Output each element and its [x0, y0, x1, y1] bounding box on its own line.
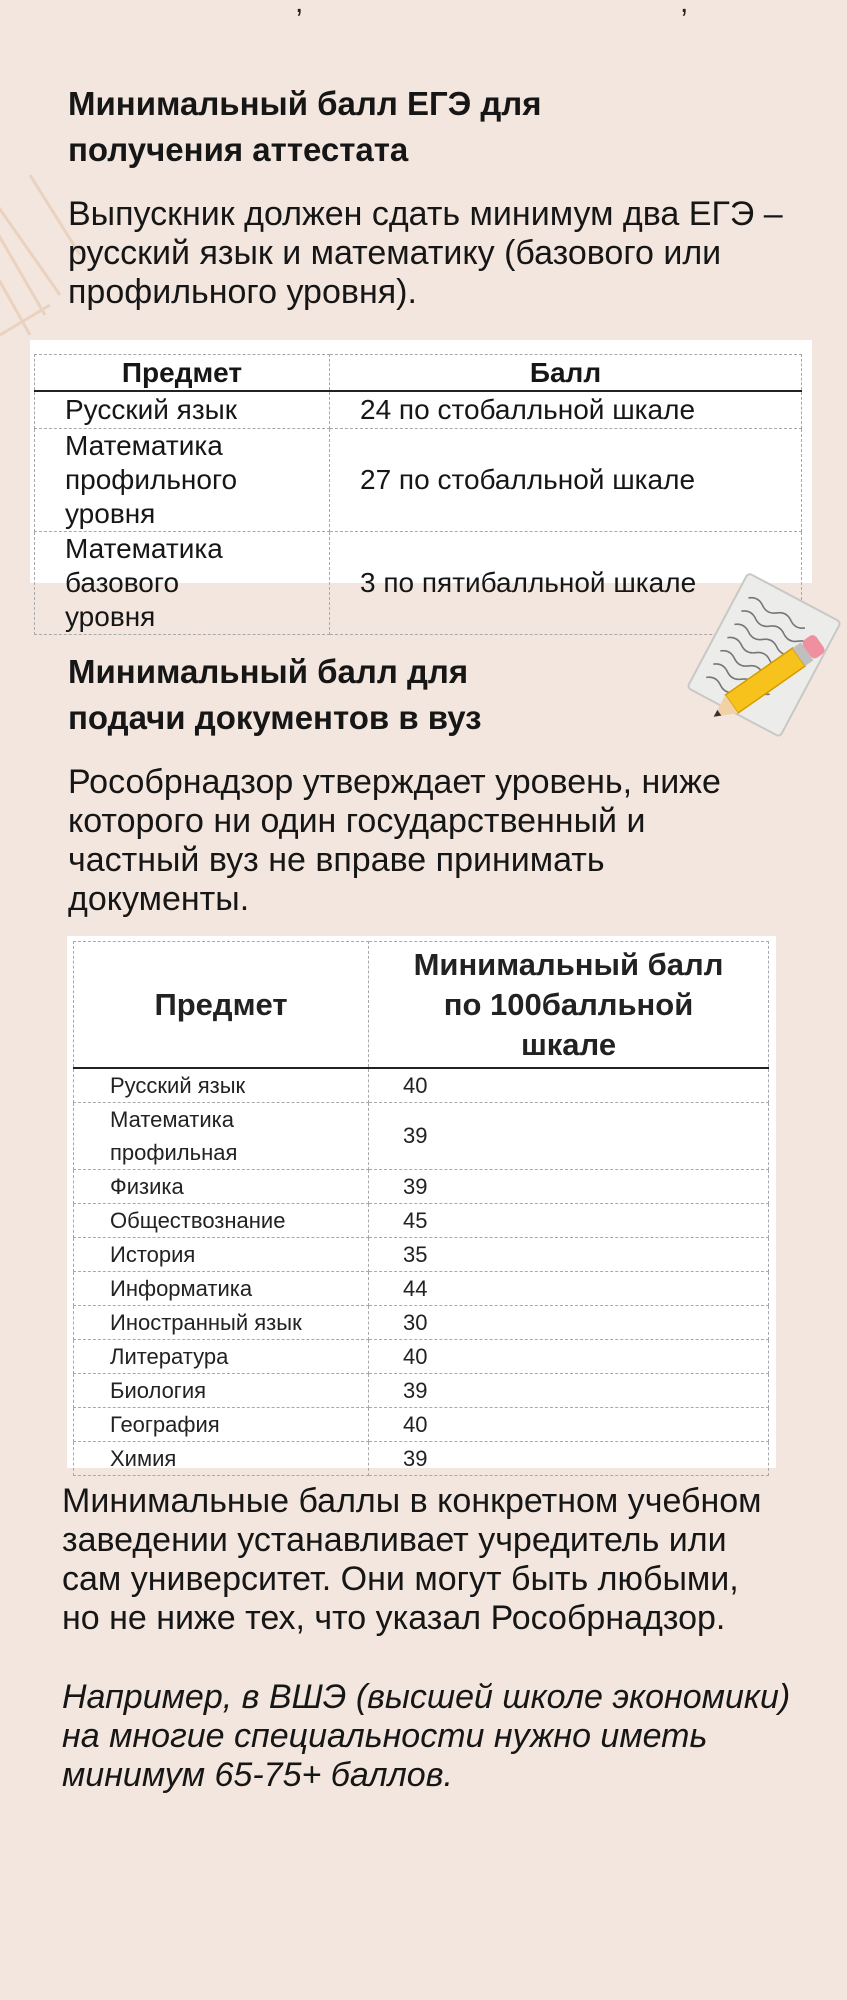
score-cell: 44 — [369, 1272, 769, 1306]
table-row — [74, 1068, 769, 1103]
section2-text: Рособрнадзор утверждает уровень, ниже которого ни один государственный и частный вуз не вправе принимать документы. — [68, 763, 721, 918]
table-row — [74, 1408, 769, 1442]
table-row — [35, 429, 802, 532]
university-table — [73, 941, 769, 1476]
score-cell: 39 — [369, 1103, 769, 1170]
score-cell: 3 по пятибалльной шкале — [330, 532, 802, 635]
subject-cell: Физика — [74, 1170, 369, 1204]
table-row — [74, 1442, 769, 1476]
score-cell: 45 — [369, 1204, 769, 1238]
table-row — [74, 1204, 769, 1238]
subject-cell: Русский язык — [74, 1068, 369, 1103]
subject-cell: Русский язык — [35, 391, 330, 429]
subject-cell: Биология — [74, 1374, 369, 1408]
section1-text: Выпускник должен сдать минимум два ЕГЭ – русский язык и математику (базового или профильного уровня). — [68, 195, 783, 311]
score-cell: 35 — [369, 1238, 769, 1272]
subject-cell: Информатика — [74, 1272, 369, 1306]
score-cell: 39 — [369, 1170, 769, 1204]
table-row — [74, 1340, 769, 1374]
subject-cell: История — [74, 1238, 369, 1272]
score-cell: 39 — [369, 1442, 769, 1476]
score-cell: 39 — [369, 1374, 769, 1408]
university-table-panel — [67, 936, 776, 1471]
pencil-lines-decoration-icon — [0, 175, 70, 355]
table-header: Предмет — [74, 942, 369, 1069]
attestat-table-panel — [30, 340, 812, 632]
score-cell: 40 — [369, 1408, 769, 1442]
subject-cell: Математика профильного уровня — [35, 429, 330, 532]
score-cell: 30 — [369, 1306, 769, 1340]
score-cell: 24 по стобалльной шкале — [330, 391, 802, 429]
table-row — [74, 1238, 769, 1272]
score-cell: 27 по стобалльной шкале — [330, 429, 802, 532]
table-row — [74, 1306, 769, 1340]
subject-cell: Математика профильная — [74, 1103, 369, 1170]
notepad-pencil-icon — [685, 562, 847, 750]
subject-cell: Химия — [74, 1442, 369, 1476]
subject-cell: Математика базового уровня — [35, 532, 330, 635]
table-row — [74, 1272, 769, 1306]
table-row — [74, 1103, 769, 1170]
subject-cell: Иностранный язык — [74, 1306, 369, 1340]
subject-cell: Литература — [74, 1340, 369, 1374]
section1-heading: Минимальный балл ЕГЭ для получения аттестата — [68, 85, 542, 168]
cropped-top-text: , , — [295, 0, 689, 19]
subject-cell: Обществознание — [74, 1204, 369, 1238]
table-row — [74, 1374, 769, 1408]
section2-heading: Минимальный балл для подачи документов в вуз — [68, 653, 482, 736]
table-header: Предмет — [35, 355, 330, 392]
table-row — [35, 391, 802, 429]
example-text: Например, в ВШЭ (высшей школе экономики) на многие специальности нужно иметь минимум 65-75+ баллов. — [62, 1678, 791, 1794]
score-cell: 40 — [369, 1340, 769, 1374]
table-header: Балл — [330, 355, 802, 392]
closing-text: Минимальные баллы в конкретном учебном заведении устанавливает учредитель или сам университет. Они могут быть любыми, но не ниже тех, что указал Рособрнадзор. — [62, 1482, 762, 1637]
subject-cell: География — [74, 1408, 369, 1442]
table-header: Минимальный балл по 100балльной шкале — [369, 942, 769, 1069]
table-row — [74, 1170, 769, 1204]
score-cell: 40 — [369, 1068, 769, 1103]
